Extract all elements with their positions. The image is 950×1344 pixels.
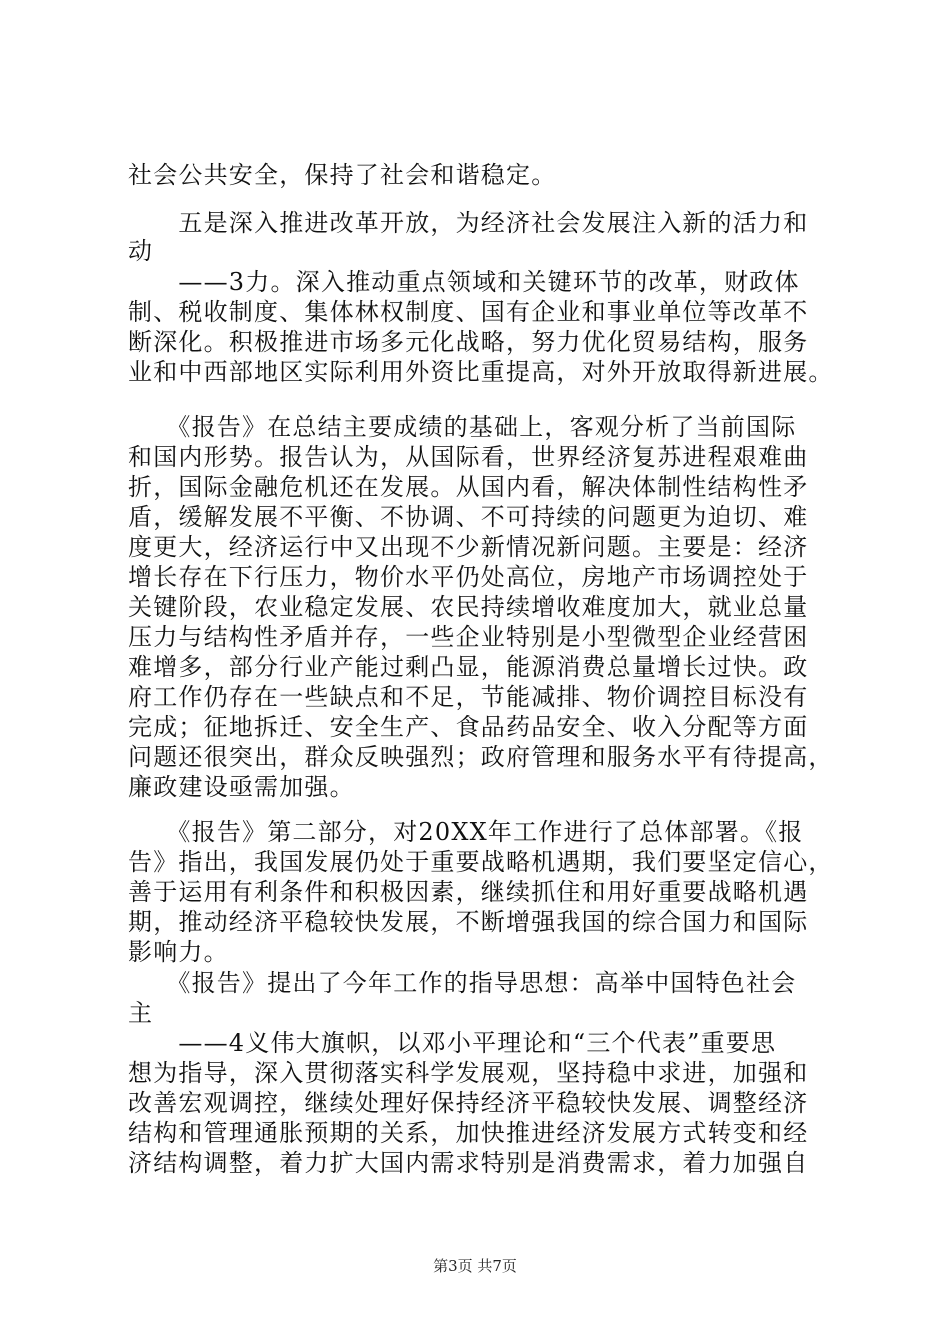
text-line: 压力与结构性矛盾并存，一些企业特别是小型微型企业经营困 <box>128 623 809 651</box>
text-line: 完成；征地拆迁、安全生产、食品药品安全、收入分配等方面 <box>128 713 809 741</box>
text-line: 关键阶段，农业稳定发展、农民持续增收难度加大，就业总量 <box>128 593 809 621</box>
text-line: 增长存在下行压力，物价水平仍处高位，房地产市场调控处于 <box>128 563 809 591</box>
text-line: 善于运用有利条件和积极因素，继续抓住和用好重要战略机遇 <box>128 878 809 906</box>
text-line: 社会公共安全，保持了社会和谐稳定。 <box>128 161 557 189</box>
text-line: 断深化。积极推进市场多元化战略，努力优化贸易结构，服务 <box>128 328 809 356</box>
text-line: 难增多，部分行业产能过剩凸显，能源消费总量增长过快。政 <box>128 653 809 681</box>
text-line: 度更大，经济运行中又出现不少新情况新问题。主要是：经济 <box>128 533 809 561</box>
text-line: 折，国际金融危机还在发展。从国内看，解决体制性结构性矛 <box>128 473 809 501</box>
text-line: 府工作仍存在一些缺点和不足，节能减排、物价调控目标没有 <box>128 683 809 711</box>
text-line: 期，推动经济平稳较快发展，不断增强我国的综合国力和国际 <box>128 908 809 936</box>
text-line: 和国内形势。报告认为，从国际看，世界经济复苏进程艰难曲 <box>128 443 809 471</box>
text-line: ——3力。深入推动重点领域和关键环节的改革，财政体 <box>128 268 800 296</box>
text-line: 廉政建设亟需加强。 <box>128 773 355 801</box>
text-line: 主 <box>128 999 154 1027</box>
text-line: 想为指导，深入贯彻落实科学发展观，坚持稳中求进，加强和 <box>128 1059 809 1087</box>
text-line: 盾，缓解发展不平衡、不协调、不可持续的问题更为迫切、难 <box>128 503 809 531</box>
text-line: 动 <box>128 237 154 265</box>
text-line: 《报告》在总结主要成绩的基础上，客观分析了当前国际 <box>128 413 797 441</box>
text-line: 济结构调整，着力扩大国内需求特别是消费需求，着力加强自 <box>128 1149 809 1177</box>
text-line: 业和中西部地区实际利用外资比重提高，对外开放取得新进展。 <box>128 358 834 386</box>
text-line: 五是深入推进改革开放，为经济社会发展注入新的活力和 <box>128 209 809 237</box>
page-footer: 第3页 共7页 <box>433 1257 517 1275</box>
text-line: 问题还很突出，群众反映强烈；政府管理和服务水平有待提高， <box>128 743 834 771</box>
text-line: 制、税收制度、集体林权制度、国有企业和事业单位等改革不 <box>128 298 809 326</box>
text-line: 告》指出，我国发展仍处于重要战略机遇期，我们要坚定信心， <box>128 848 834 876</box>
text-line: 《报告》提出了今年工作的指导思想：高举中国特色社会 <box>128 969 797 997</box>
text-line: 影响力。 <box>128 938 229 966</box>
text-line: 改善宏观调控，继续处理好保持经济平稳较快发展、调整经济 <box>128 1089 809 1117</box>
text-line: 《报告》第二部分，对20XX年工作进行了总体部署。《报 <box>128 818 804 846</box>
text-line: 结构和管理通胀预期的关系，加快推进经济发展方式转变和经 <box>128 1119 809 1147</box>
text-line: ——4义伟大旗帜，以邓小平理论和“三个代表”重要思 <box>128 1029 777 1057</box>
